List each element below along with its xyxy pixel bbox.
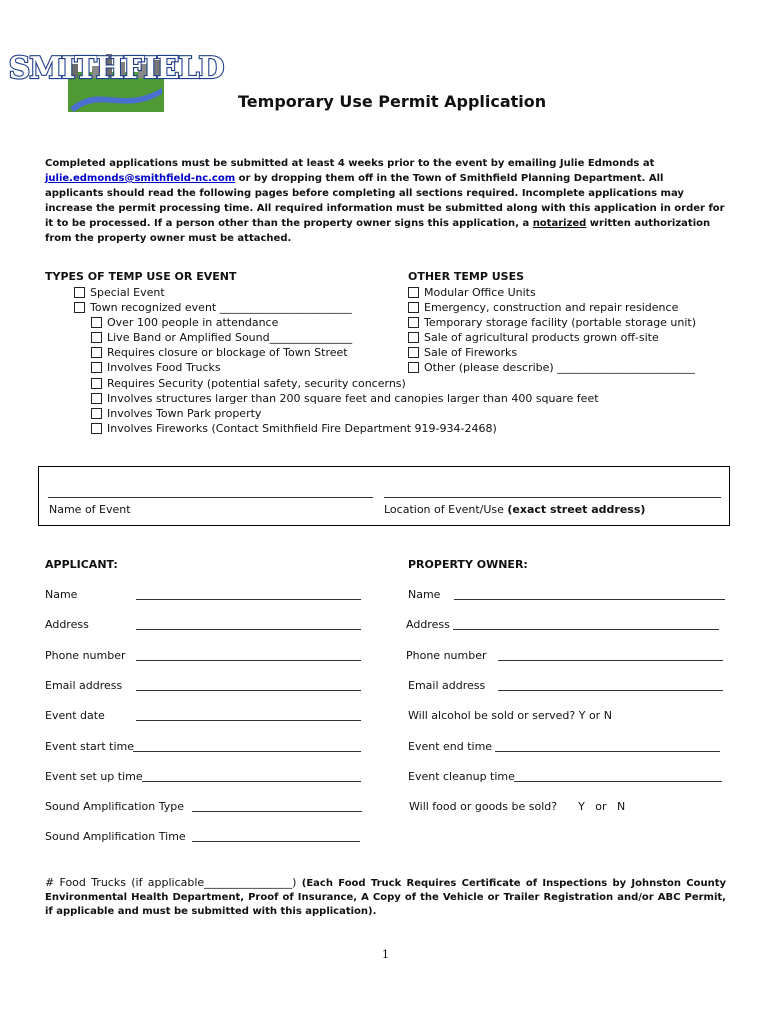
other-option[interactable] — [408, 330, 659, 345]
option-label: Involves Fireworks (Contact Smithfield Fire Department 919-934-2468) — [107, 422, 497, 435]
checkbox[interactable] — [91, 317, 102, 328]
notarized-text: notarized — [532, 218, 587, 229]
option-label: Temporary storage facility (portable storage unit) — [424, 316, 697, 329]
option-label: Requires Security (potential safety, security concerns) — [107, 377, 406, 390]
checkbox[interactable] — [408, 347, 419, 358]
sub-option[interactable] — [91, 345, 348, 360]
logo-text: SMITHFIELD — [8, 51, 224, 86]
event-box — [38, 466, 730, 526]
intro-paragraph — [45, 156, 725, 246]
option-label: Sale of Fireworks — [424, 346, 518, 359]
owner-address-field[interactable] — [453, 629, 719, 630]
event-location-label — [384, 503, 645, 516]
sound-type-field[interactable] — [192, 811, 362, 812]
checkbox[interactable] — [408, 302, 419, 313]
option-label: Town recognized event ________________________ — [90, 301, 352, 314]
sub-option[interactable] — [91, 391, 599, 406]
option-label: Requires closure or blockage of Town Street — [107, 346, 348, 359]
sound-time-field[interactable] — [192, 841, 360, 842]
applicant-name-label: Name — [45, 588, 78, 601]
event-name-line[interactable] — [48, 497, 373, 498]
sub-option[interactable] — [91, 421, 497, 436]
option-label: Sale of agricultural products grown off-site — [424, 331, 659, 344]
smithfield-logo — [8, 42, 224, 114]
option-label: Over 100 people in attendance — [107, 316, 279, 329]
sub-option[interactable] — [91, 376, 406, 391]
option-label: Involves Food Trucks — [107, 361, 221, 374]
sub-option[interactable] — [91, 315, 278, 330]
applicant-phone-label: Phone number — [45, 649, 126, 662]
checkbox[interactable] — [91, 423, 102, 434]
event-end-label: Event end time — [408, 740, 493, 753]
owner-address-label: Address — [406, 618, 450, 631]
sound-type-label: Sound Amplification Type — [45, 800, 185, 813]
checkbox[interactable] — [91, 393, 102, 404]
event-location-line[interactable] — [384, 497, 721, 498]
food-trucks-lead: # Food Trucks (if applicable________________) — [45, 876, 302, 889]
checkbox[interactable] — [91, 347, 102, 358]
intro-text-3: written authorization from the property owner must be attached. — [45, 218, 711, 244]
owner-phone-label: Phone number — [406, 649, 487, 662]
sound-time-label: Sound Amplification Time — [45, 830, 186, 843]
other-option[interactable] — [408, 285, 536, 300]
event-cleanup-label: Event cleanup time — [408, 770, 515, 783]
other-option[interactable] — [408, 300, 678, 315]
applicant-address-field[interactable] — [136, 629, 361, 630]
town-event-option[interactable] — [74, 300, 352, 315]
event-setup-label: Event set up time — [45, 770, 143, 783]
checkbox[interactable] — [74, 287, 85, 298]
option-label: Involves Town Park property — [107, 407, 262, 420]
location-label-bold: (exact street address) — [507, 503, 646, 516]
event-cleanup-field[interactable] — [514, 781, 722, 782]
applicant-email-label: Email address — [45, 679, 123, 692]
event-date-label: Event date — [45, 709, 105, 722]
checkbox[interactable] — [91, 378, 102, 389]
alcohol-question[interactable]: Will alcohol be sold or served? Y or N — [408, 709, 612, 722]
other-option[interactable] — [408, 360, 695, 375]
checkbox[interactable] — [74, 302, 85, 313]
checkbox[interactable] — [408, 287, 419, 298]
event-date-field[interactable] — [136, 720, 361, 721]
sub-option[interactable] — [91, 360, 221, 375]
page-number: 1 — [382, 948, 389, 961]
event-start-label: Event start time — [45, 740, 134, 753]
applicant-name-field[interactable] — [136, 599, 361, 600]
location-label-text: Location of Event/Use — [384, 503, 508, 516]
email-link[interactable]: julie.edmonds@smithfield-nc.com — [45, 173, 236, 184]
intro-text-1: Completed applications must be submitted at least 4 weeks prior to the event by emailing Julie Edmonds at — [45, 158, 655, 169]
special-event-option[interactable] — [74, 285, 165, 300]
option-label: Modular Office Units — [424, 286, 536, 299]
page-title: Temporary Use Permit Application — [238, 92, 547, 111]
checkbox[interactable] — [408, 332, 419, 343]
option-label: Other (please describe) _________________________ — [424, 361, 695, 374]
owner-email-field[interactable] — [498, 690, 723, 691]
other-option[interactable] — [408, 345, 517, 360]
food-trucks-requirements: (Each Food Truck Requires Certificate of Inspections by Johnston County Environmental Health Department, Proof of Insurance, A Copy of the Vehicle or Trailer Registration and/or ABC Permit, if applicable and must be submitted with this application). — [45, 878, 726, 917]
applicant-phone-field[interactable] — [136, 660, 361, 661]
option-label: Involves structures larger than 200 square feet and canopies larger than 400 square feet — [107, 392, 599, 405]
owner-phone-field[interactable] — [498, 660, 723, 661]
food-trucks-paragraph — [45, 876, 726, 919]
owner-name-label: Name — [408, 588, 441, 601]
checkbox[interactable] — [91, 408, 102, 419]
checkbox[interactable] — [408, 317, 419, 328]
checkbox[interactable] — [91, 362, 102, 373]
checkbox[interactable] — [408, 362, 419, 373]
applicant-address-label: Address — [45, 618, 89, 631]
checkbox[interactable] — [91, 332, 102, 343]
applicant-email-field[interactable] — [136, 690, 361, 691]
types-header: TYPES OF TEMP USE OR EVENT — [45, 270, 237, 283]
owner-name-field[interactable] — [454, 599, 725, 600]
other-header: OTHER TEMP USES — [408, 270, 525, 283]
option-label: Emergency, construction and repair residence — [424, 301, 679, 314]
event-setup-field[interactable] — [142, 781, 361, 782]
sub-option[interactable] — [91, 330, 352, 345]
event-name-label: Name of Event — [49, 503, 131, 516]
event-start-field[interactable] — [133, 751, 361, 752]
owner-header: PROPERTY OWNER: — [408, 558, 528, 571]
option-label: Special Event — [90, 286, 165, 299]
food-goods-question[interactable]: Will food or goods be sold? Y or N — [409, 800, 626, 813]
sub-option[interactable] — [91, 406, 261, 421]
applicant-header: APPLICANT: — [45, 558, 118, 571]
other-option[interactable] — [408, 315, 696, 330]
owner-email-label: Email address — [408, 679, 486, 692]
event-end-field[interactable] — [495, 751, 720, 752]
intro-text-2: or by dropping them off in the Town of Smithfield Planning Department. All applicants should read the following pages before completing all sections required. Incomplete applications may increase the permit processing time. All required information must be submitted along with this application in order for it to be processed. If a person other than the property owner signs this application, a — [45, 173, 725, 229]
option-label: Live Band or Amplified Sound_______________ — [107, 331, 353, 344]
